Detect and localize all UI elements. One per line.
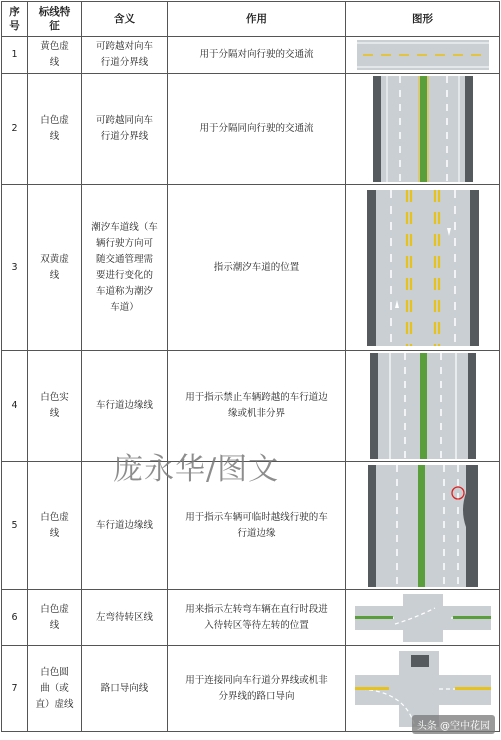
figure-tidal-lane [346, 185, 500, 351]
row-function: 用于连接同向车行道分界线或机非 分界线的路口导向 [168, 646, 346, 732]
figure-dashed-edge [346, 462, 500, 590]
road-marking-table [1, 1, 500, 732]
watermark-text: 庞永华/图文 [113, 452, 280, 487]
table-row [2, 37, 500, 74]
row-meaning: 可跨越同向车 行道分界线 [82, 74, 168, 185]
row-function: 用于指示禁止车辆跨越的车行道边 缘或机非分界 [168, 351, 346, 462]
dashed-edge-diagram [368, 465, 478, 587]
row-type: 白色圆 曲（或 直）虚线 [28, 646, 82, 732]
row-no: 3 [2, 185, 28, 351]
table-row [2, 74, 500, 185]
row-no: 5 [2, 462, 28, 590]
row-function: 用于分隔同向行驶的交通流 [168, 74, 346, 185]
row-meaning: 车行道边缘线 [82, 462, 168, 590]
header-meaning: 含义 [82, 2, 168, 37]
row-no: 6 [2, 590, 28, 646]
row-no: 2 [2, 74, 28, 185]
row-function: 用于分隔对向行驶的交通流 [168, 37, 346, 74]
row-meaning: 可跨越对向车 行道分界线 [82, 37, 168, 74]
figure-white-dashed [346, 74, 500, 185]
row-type: 白色虚 线 [28, 462, 82, 590]
source-credit: 头条 @空中花园 [412, 715, 495, 734]
row-no: 4 [2, 351, 28, 462]
row-meaning: 车行道边缘线 [82, 351, 168, 462]
solid-edge-diagram [370, 353, 476, 459]
header-function: 作用 [168, 2, 346, 37]
header-type: 标线特 征 [28, 2, 82, 37]
table-row [2, 185, 500, 351]
figure-solid-edge [346, 351, 500, 462]
header-figure: 图形 [346, 2, 500, 37]
header-row [2, 2, 500, 37]
row-meaning: 左弯待转区线 [82, 590, 168, 646]
row-function: 用来指示左转弯车辆在直行时段进 入待转区等待左转的位置 [168, 590, 346, 646]
yellow-dashed-diagram [357, 40, 489, 70]
row-no: 7 [2, 646, 28, 732]
row-meaning: 潮汐车道线（车 辆行驶方向可 随交通管理需 要进行变化的 车道称为潮汐 车道） [82, 185, 168, 351]
left-turn-waiting-diagram [355, 594, 491, 642]
figure-yellow-dashed [346, 37, 500, 74]
row-type: 双黄虚 线 [28, 185, 82, 351]
row-function: 指示潮汐车道的位置 [168, 185, 346, 351]
row-type: 白色虚 线 [28, 590, 82, 646]
row-type: 白色实 线 [28, 351, 82, 462]
row-function: 用于指示车辆可临时越线行驶的车 行道边缘 [168, 462, 346, 590]
header-no: 序 号 [2, 2, 28, 37]
row-type: 白色虚 线 [28, 74, 82, 185]
figure-left-turn-waiting [346, 590, 500, 646]
row-type: 黄色虚 线 [28, 37, 82, 74]
row-meaning: 路口导向线 [82, 646, 168, 732]
white-dashed-diagram [373, 76, 473, 182]
table-row [2, 590, 500, 646]
row-no: 1 [2, 37, 28, 74]
tidal-lane-diagram [367, 190, 479, 346]
